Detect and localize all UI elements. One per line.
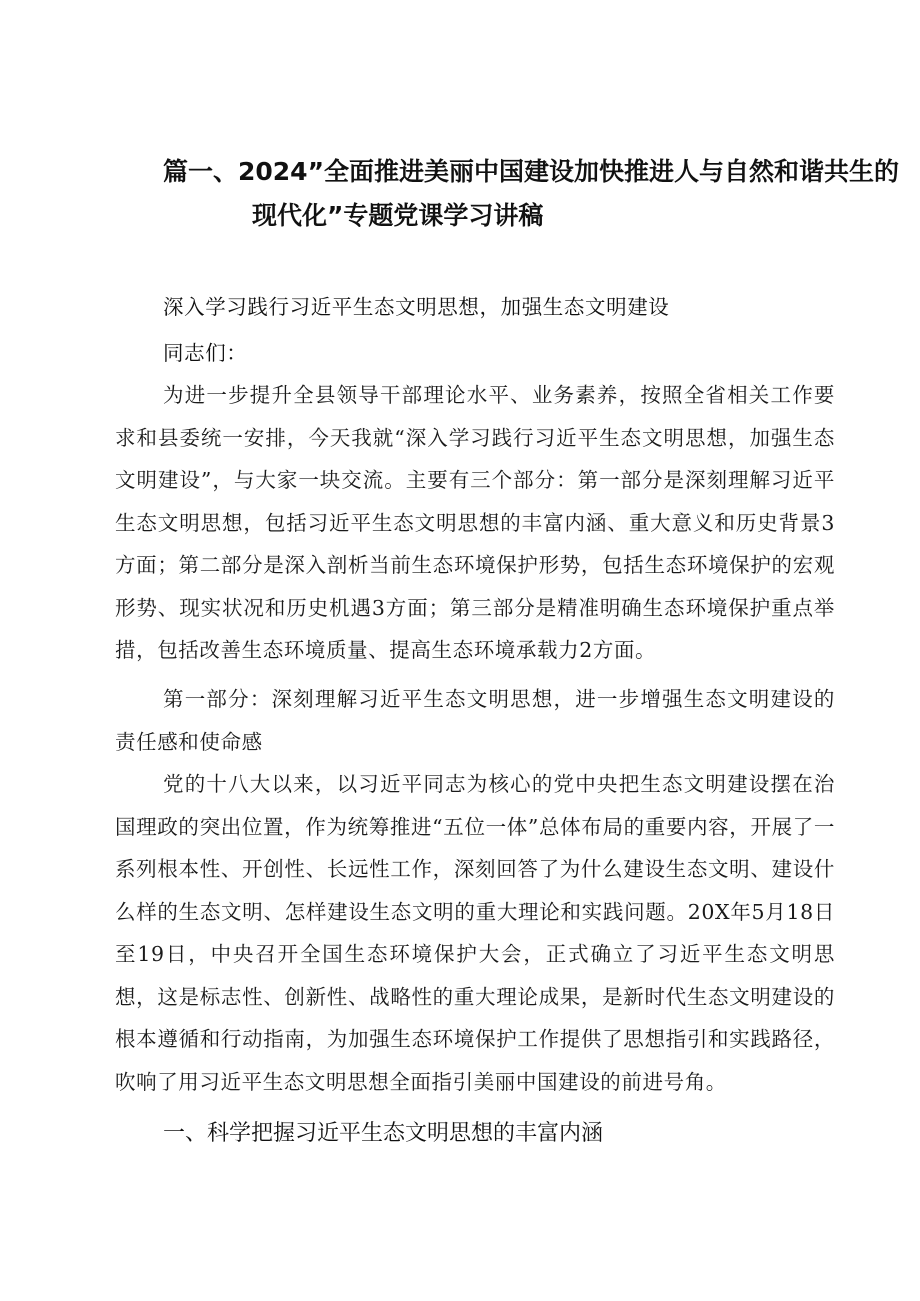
- paragraph-background-text: 党的十八大以来，以习近平同志为核心的党中央把生态文明建设摆在治国理政的突出位置，作为统筹推进“五位一体”总体布局的重要内容，开展了一系列根本性、开创性、长远性工作，深刻回答了为什么建设生态文明、建设什么样的生态文明、怎样建设生态文明的重大理论和实践问题。20X年5月18日至19日，中央召开全国生态环境保护大会，正式确立了习近平生态文明思想，这是标志性、创新性、战略性的重大理论成果，是新时代生态文明建设的根本遵循和行动指南，为加强生态环境保护工作提供了思想指引和实践路径，吹响了用习近平生态文明思想全面指引美丽中国建设的前进号角。: [115, 772, 835, 1094]
- section-heading: 一、科学把握习近平生态文明思想的丰富内涵: [163, 1121, 604, 1146]
- paragraph-background: [115, 763, 835, 1103]
- document-subtitle: 深入学习践行习近平生态文明思想，加强生态文明建设: [163, 295, 670, 319]
- paragraph-intro: [115, 374, 835, 672]
- document-title-line-1: 篇一、2024”全面推进美丽中国建设加快推进人与自然和谐共生的: [163, 157, 900, 186]
- paragraph-part-one-text: 第一部分：深刻理解习近平生态文明思想，进一步增强生态文明建设的责任感和使命感: [115, 687, 835, 754]
- paragraph-intro-text: 为进一步提升全县领导干部理论水平、业务素养，按照全省相关工作要求和县委统一安排，今天我就“深入学习践行习近平生态文明思想，加强生态文明建设”，与大家一块交流。主要有三个部分：第一部分是深刻理解习近平生态文明思想，包括习近平生态文明思想的丰富内涵、重大意义和历史背景3方面；第二部分是深入剖析当前生态环境保护形势，包括生态环境保护的宏观形势、现实状况和历史机遇3方面；第三部分是精准明确生态环境保护重点举措，包括改善生态环境质量、提高生态环境承载力2方面。: [115, 383, 835, 662]
- greeting: 同志们：: [163, 341, 248, 365]
- paragraph-part-one-heading: [115, 678, 835, 763]
- document-title-line-2: 现代化”专题党课学习讲稿: [252, 201, 544, 230]
